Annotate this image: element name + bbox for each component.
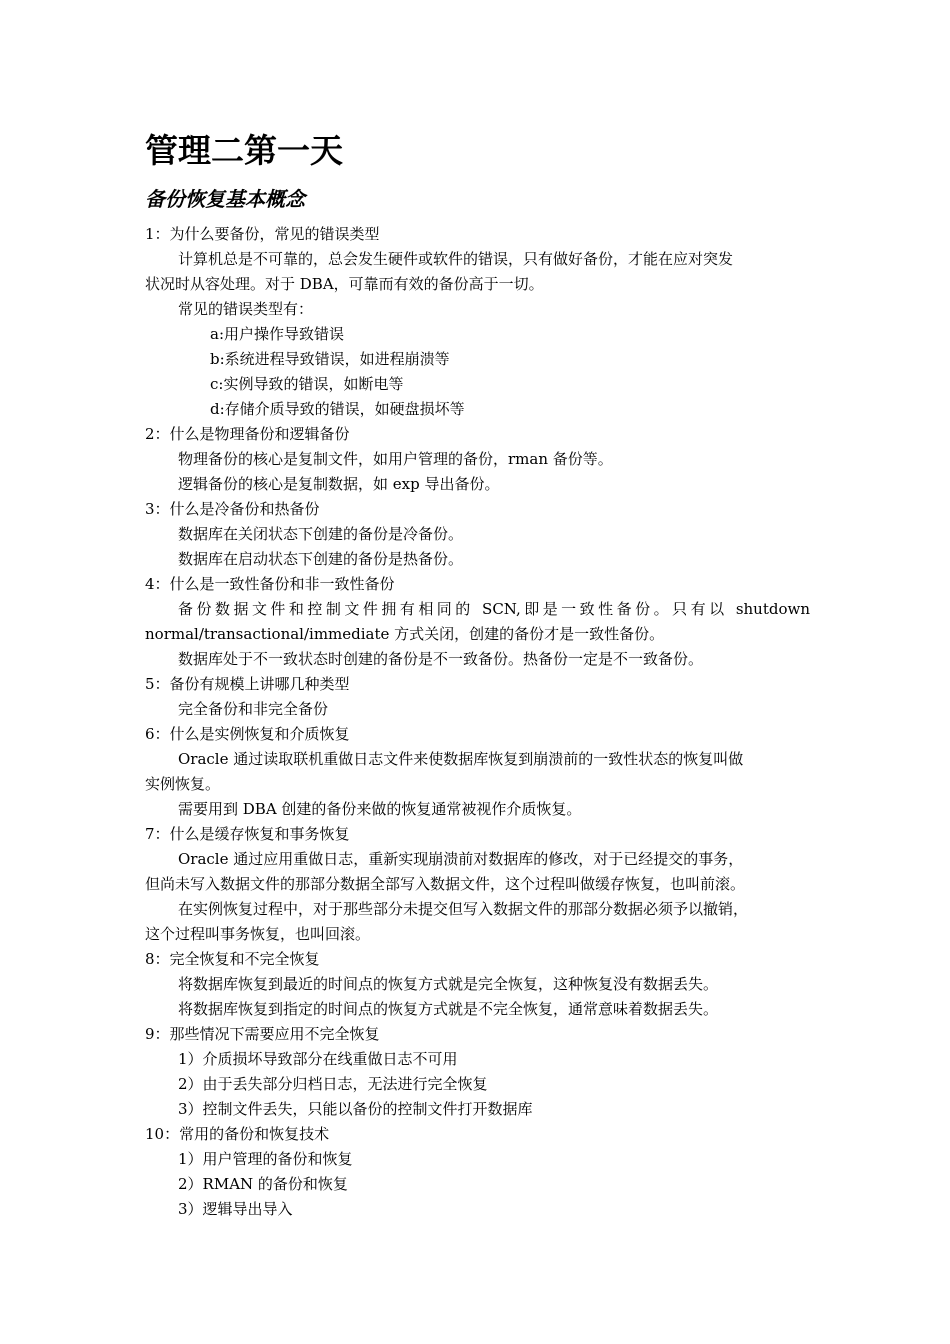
text-line: a:用户操作导致错误: [210, 325, 344, 343]
text-line: 实例恢复。: [145, 775, 221, 793]
document-body: [145, 222, 810, 1222]
text-line: 备份数据文件和控制文件拥有相同的 SCN,即是一致性备份。只有以 shutdown: [178, 600, 810, 618]
text-line: Oracle 通过读取联机重做日志文件来使数据库恢复到崩溃前的一致性状态的恢复叫做: [178, 750, 744, 768]
text-line: 4：什么是一致性备份和非一致性备份: [145, 575, 395, 593]
page-title: 管理二第一天: [145, 131, 343, 170]
text-line: 9：那些情况下需要应用不完全恢复: [145, 1025, 380, 1043]
text-line: 1）用户管理的备份和恢复: [178, 1150, 353, 1168]
text-line: 常见的错误类型有：: [178, 300, 314, 318]
text-line: 10：常用的备份和恢复技术: [145, 1125, 330, 1143]
text-line: 数据库在启动状态下创建的备份是热备份。: [178, 550, 464, 568]
section-heading: 备份恢复基本概念: [145, 187, 305, 211]
text-line: 将数据库恢复到最近的时间点的恢复方式就是完全恢复，这种恢复没有数据丢失。: [178, 975, 719, 993]
text-line: 需要用到 DBA 创建的备份来做的恢复通常被视作介质恢复。: [178, 800, 582, 818]
text-line: 计算机总是不可靠的，总会发生硬件或软件的错误，只有做好备份，才能在应对突发: [178, 250, 734, 268]
text-line: 1：为什么要备份，常见的错误类型: [145, 225, 380, 243]
text-line: c:实例导致的错误，如断电等: [210, 375, 404, 393]
text-line: 2：什么是物理备份和逻辑备份: [145, 425, 350, 443]
text-line: b:系统进程导致错误，如进程崩溃等: [210, 350, 450, 368]
text-line: 3）控制文件丢失，只能以备份的控制文件打开数据库: [178, 1100, 533, 1118]
text-line: 将数据库恢复到指定的时间点的恢复方式就是不完全恢复，通常意味着数据丢失。: [178, 1000, 719, 1018]
text-line: 3）逻辑导出导入: [178, 1200, 293, 1218]
text-line: 3：什么是冷备份和热备份: [145, 500, 320, 518]
text-line: 2）由于丢失部分归档日志，无法进行完全恢复: [178, 1075, 488, 1093]
text-line: 物理备份的核心是复制文件，如用户管理的备份，rman 备份等。: [178, 450, 613, 468]
text-line: 逻辑备份的核心是复制数据，如 exp 导出备份。: [178, 475, 500, 493]
text-line: 2）RMAN 的备份和恢复: [178, 1175, 348, 1193]
text-line: 完全备份和非完全备份: [178, 700, 329, 718]
document-page: [145, 128, 810, 1222]
text-line: 这个过程叫事务恢复，也叫回滚。: [145, 925, 371, 943]
text-line: 但尚未写入数据文件的那部分数据全部写入数据文件，这个过程叫做缓存恢复，也叫前滚。: [145, 875, 746, 893]
text-line: 状况时从容处理。对于 DBA，可靠而有效的备份高于一切。: [145, 275, 544, 293]
text-line: Oracle 通过应用重做日志，重新实现崩溃前对数据库的修改，对于已经提交的事务，: [178, 850, 744, 868]
text-line: 数据库在关闭状态下创建的备份是冷备份。: [178, 525, 464, 543]
text-line: d:存储介质导致的错误，如硬盘损坏等: [210, 400, 465, 418]
text-line: 1）介质损坏导致部分在线重做日志不可用: [178, 1050, 458, 1068]
text-line: 7：什么是缓存恢复和事务恢复: [145, 825, 350, 843]
text-line: 8：完全恢复和不完全恢复: [145, 950, 320, 968]
text-line: 数据库处于不一致状态时创建的备份是不一致备份。热备份一定是不一致备份。: [178, 650, 704, 668]
text-line: 在实例恢复过程中，对于那些部分未提交但写入数据文件的那部分数据必须予以撤销，: [178, 900, 749, 918]
text-line: normal/transactional/immediate 方式关闭，创建的备份才是一致性备份。: [145, 625, 665, 643]
text-line: 5：备份有规模上讲哪几种类型: [145, 675, 350, 693]
text-line: 6：什么是实例恢复和介质恢复: [145, 725, 350, 743]
